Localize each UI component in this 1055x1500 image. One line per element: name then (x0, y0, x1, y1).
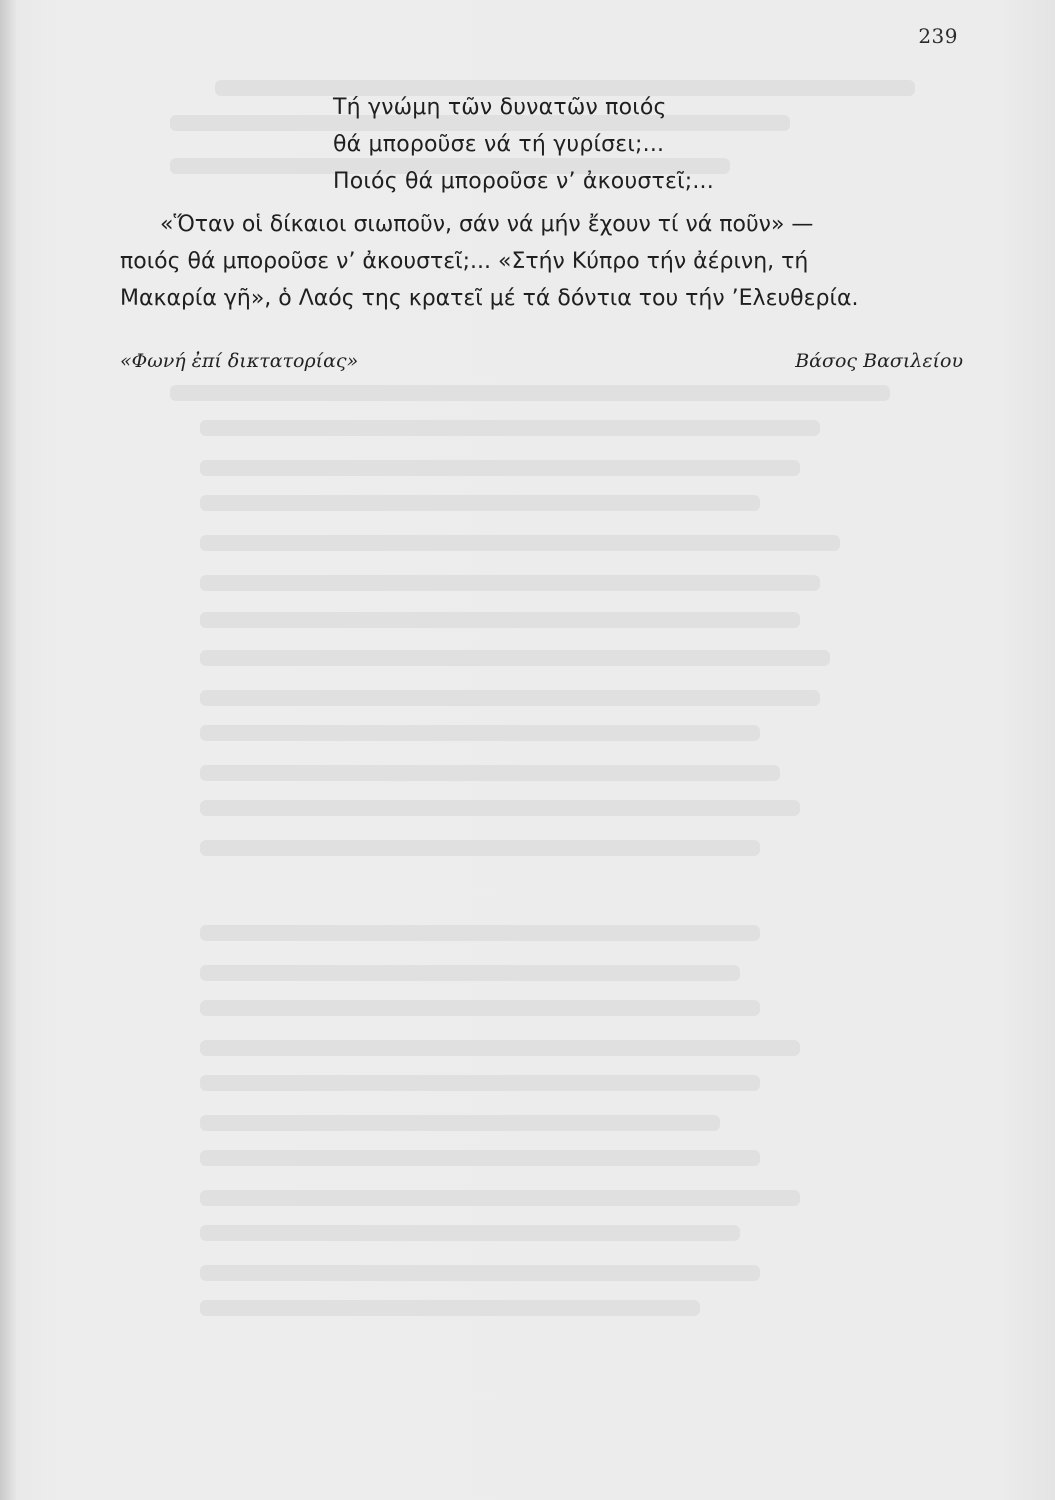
bleed-line (200, 1040, 800, 1056)
bleed-line (200, 1115, 720, 1131)
bleed-line (200, 800, 800, 816)
bleed-line (200, 765, 780, 781)
page-number: 239 (918, 24, 958, 48)
bleed-line (200, 840, 760, 856)
bleed-line (200, 535, 840, 551)
bleed-line (170, 385, 890, 401)
author-name: Βάσος Βασιλείου (795, 350, 963, 372)
poem-line: Ποιός θά μποροῦσε ν’ ἀκουστεῖ;... (333, 169, 714, 194)
source-title: «Φωνή ἐπί δικτατορίας» (120, 350, 359, 372)
bleed-line (200, 1265, 760, 1281)
bleed-line (200, 925, 760, 941)
bleed-line (200, 612, 800, 628)
bleed-line (200, 1000, 760, 1016)
bleed-line (200, 460, 800, 476)
bleed-line (200, 1150, 760, 1166)
bleed-line (200, 1075, 760, 1091)
bleed-line (200, 1300, 700, 1316)
prose-line: «Ὅταν οἱ δίκαιοι σιωποῦν, σάν νά μήν ἔχουν τί νά ποῦν» — (160, 212, 814, 237)
prose-line: ποιός θά μποροῦσε ν’ ἀκουστεῖ;... «Στήν Κύπρο τήν ἀέρινη, τή (120, 249, 809, 274)
poem-line: Τή γνώμη τῶν δυνατῶν ποιός (333, 95, 667, 120)
bleed-line (200, 495, 760, 511)
poem-line: θά μποροῦσε νά τή γυρίσει;... (333, 132, 665, 157)
bleed-line (200, 690, 820, 706)
bleed-line (200, 575, 820, 591)
bleed-line (200, 965, 740, 981)
bleed-line (200, 1190, 800, 1206)
bleed-line (200, 725, 760, 741)
bleed-line (215, 80, 915, 96)
page-left-edge (0, 0, 16, 1500)
bleed-line (200, 1225, 740, 1241)
bleed-line (200, 420, 820, 436)
bleed-line (200, 650, 830, 666)
prose-line: Μακαρία γῆ», ὁ Λαός της κρατεῖ μέ τά δόντια του τήν ’Ελευθερία. (120, 286, 859, 311)
